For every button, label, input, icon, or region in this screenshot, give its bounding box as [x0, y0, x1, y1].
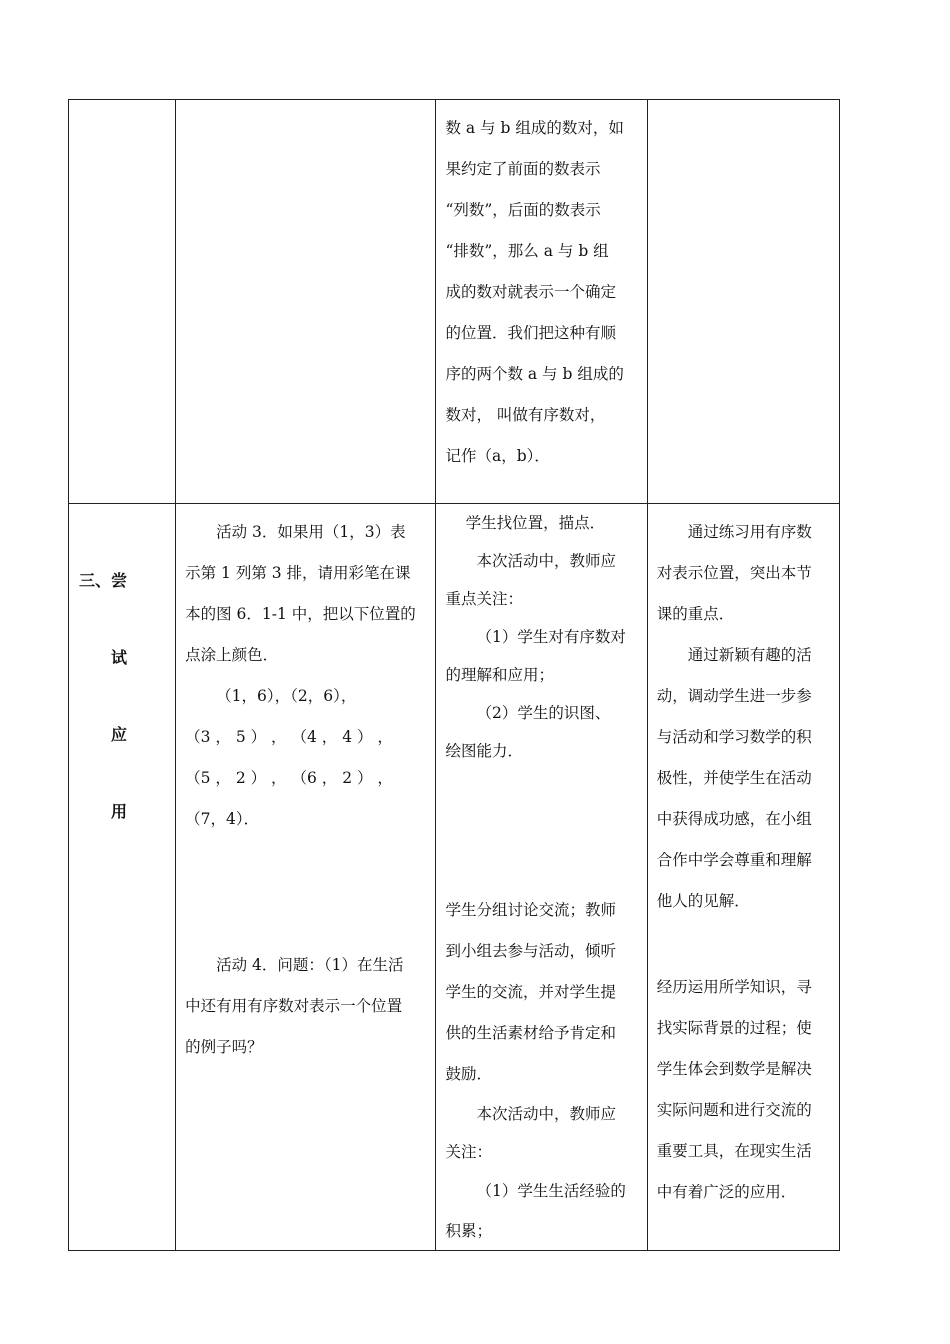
text-line: 序的两个数 a 与 b 组成的 [445, 365, 624, 383]
text-line: （7，4）． [185, 810, 260, 828]
text-line: 数对， 叫做有序数对， [445, 406, 606, 424]
text-line: 鼓励． [445, 1065, 492, 1083]
text-line: 实际问题和进行交流的 [656, 1101, 812, 1119]
stage-title-line: 试 [111, 648, 128, 667]
text-line: 的理解和应用； [445, 666, 554, 684]
text-line: 的例子吗？ [185, 1038, 263, 1056]
text-line: “排数”，那么 a 与 b 组 [445, 242, 609, 260]
text-line: 示第 1 列第 3 排，请用彩笔在课 [185, 564, 411, 582]
text-line: 学生分组讨论交流；教师 [445, 901, 616, 919]
stage-title-line: 三、尝 [79, 571, 128, 590]
text-line: 与活动和学习数学的积 [656, 728, 812, 746]
text-line: 他人的见解． [656, 892, 750, 910]
text-line: 数 a 与 b 组成的数对，如 [445, 119, 624, 137]
text-line: （5 ， 2 ） ， （6 ， 2 ） ， [185, 769, 393, 787]
text-line: （1）学生生活经验的 [476, 1182, 626, 1200]
text-line: 积累； [445, 1222, 492, 1240]
text-line: 中获得成功感，在小组 [656, 810, 812, 828]
text-line: 本次活动中，教师应 [476, 1105, 616, 1123]
text-line: 中有着广泛的应用． [656, 1183, 797, 1201]
table-row [69, 504, 840, 1251]
text-line: 重点关注： [445, 590, 523, 608]
text-line: 动，调动学生进一步参 [656, 687, 812, 705]
text-line: 到小组去参与活动，倾听 [445, 942, 616, 960]
text-line: （1，6），（2，6）， [216, 687, 357, 705]
teacher-activity-cell [176, 504, 436, 1251]
table-row [69, 100, 840, 504]
text-line: 学生找位置，描点． [465, 514, 606, 532]
text-line: 活动 3．如果用（1，3）表 [216, 523, 406, 541]
text-line: 供的生活素材给予肯定和 [445, 1024, 616, 1042]
text-line: 经历运用所学知识，寻 [656, 978, 812, 996]
text-line: “列数”，后面的数表示 [445, 201, 601, 219]
text-line: 学生体会到数学是解决 [656, 1060, 812, 1078]
text-line: （2）学生的识图、 [476, 704, 611, 722]
text-line: 本的图 6．1-1 中，把以下位置的 [185, 605, 416, 623]
text-line: 活动 4．问题：（1）在生活 [216, 956, 404, 974]
text-line: 通过练习用有序数 [687, 523, 812, 541]
stage-cell [69, 504, 176, 1251]
stage-title-line: 用 [111, 802, 128, 821]
text-line: 点涂上颜色． [185, 646, 279, 664]
text-line: 通过新颖有趣的活 [687, 646, 812, 664]
student-activity-cell [436, 504, 647, 1251]
lesson-plan-table [68, 99, 840, 1251]
text-line: 绘图能力． [445, 742, 523, 760]
text-line: （3 ， 5 ） ， （4 ， 4 ） ， [185, 728, 393, 746]
text-line: 合作中学会尊重和理解 [656, 851, 812, 869]
stage-cell [69, 100, 176, 504]
text-line: 的位置．我们把这种有顺 [445, 324, 616, 342]
text-line: 关注： [445, 1143, 492, 1161]
text-line: 记作（a，b）． [445, 447, 550, 465]
text-line: 果约定了前面的数表示 [445, 160, 601, 178]
text-line: 中还有用有序数对表示一个位置 [185, 997, 403, 1015]
text-line: 极性，并使学生在活动 [656, 769, 812, 787]
teacher-activity-cell [176, 100, 436, 504]
text-line: 重要工具，在现实生活 [656, 1142, 812, 1160]
text-line: 对表示位置，突出本节 [656, 564, 812, 582]
design-intent-cell [647, 100, 839, 504]
student-activity-cell [436, 100, 647, 504]
text-line: 本次活动中，教师应 [476, 552, 616, 570]
text-line: 课的重点． [656, 605, 735, 623]
text-line: 成的数对就表示一个确定 [445, 283, 616, 301]
text-line: 学生的交流，并对学生提 [445, 983, 616, 1001]
text-line: （1）学生对有序数对 [476, 628, 626, 646]
text-line: 找实际背景的过程；使 [656, 1019, 812, 1037]
stage-title-line: 应 [111, 725, 128, 744]
design-intent-cell [647, 504, 839, 1251]
